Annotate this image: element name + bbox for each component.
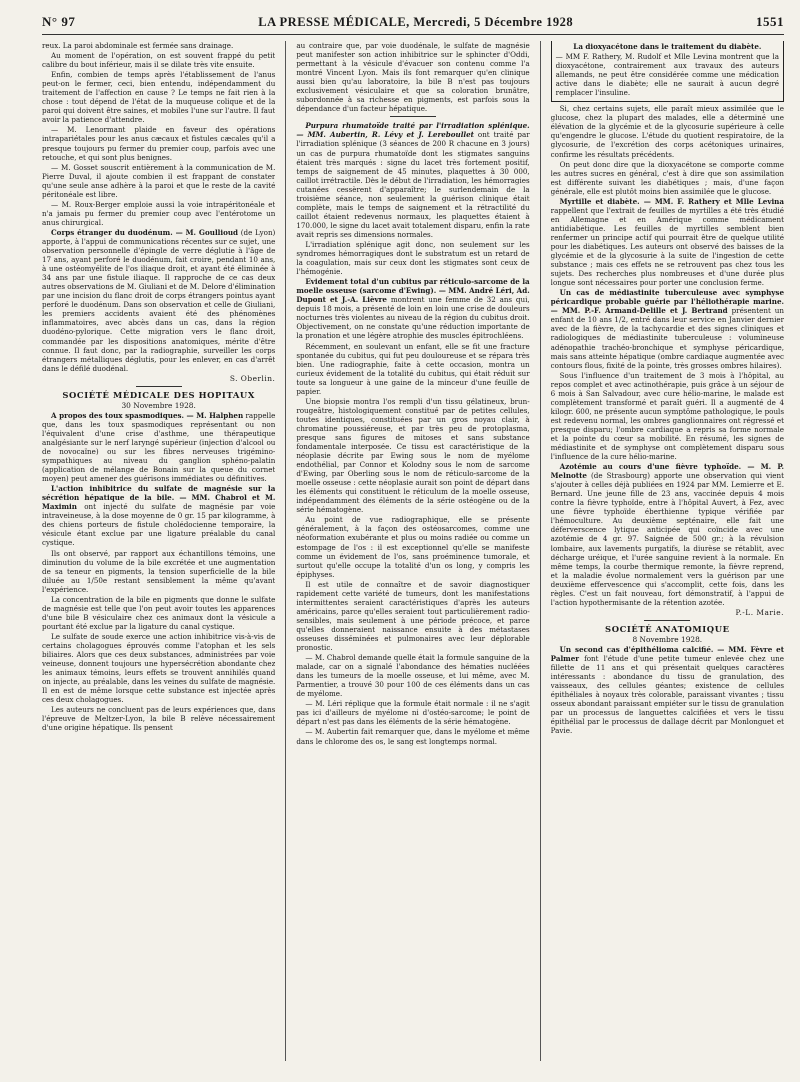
- article-title: La dioxyacétone dans le traitement du diabète.: [573, 42, 762, 51]
- paragraph: Récemment, en soulevant un enfant, elle se fit une fracture spontanée du cubitus, qui fut peu douloureuse et se répara très bien. Une radiographie, faite à cette occasion, montra un curieux évidement de la totalité du cubitus, qui était réduit sur toute sa longueur à une gaine de la minceur d'une feuille de papier.: [296, 341, 530, 396]
- signature: S. Oberlin.: [229, 373, 276, 383]
- paragraph: [296, 121, 529, 239]
- paragraph: Les auteurs ne concluent pas de leurs expériences que, dans l'épreuve de Meltzer-Lyon, la bile B relève nécessairement d'une origine hépatique. Ils pensent: [42, 705, 276, 733]
- paragraph: [551, 197, 784, 287]
- paragraph: L'irradiation splénique agit donc, non seulement sur les syndromes hémorragiques dont le substratum est un retard de la coagulation, mais sur ceux dont les stigmates sont ceux de l'hémogénie.: [296, 239, 530, 277]
- columns: [42, 41, 784, 1061]
- paragraph: [42, 411, 275, 483]
- paragraph: [42, 228, 275, 373]
- article-body: rappellent que l'extrait de feuilles de myrtilles a été très étudié en Allemagne et en Amérique comme médicament antidiabétique. Les feuilles de myrtilles semblent bien renfermer un principe actif qui pourrait être de quelque utilité pour les diabétiques. Les auteurs ont observé des baisses de la glycémie et de la glycosurie à la suite de l'ingestion de cette substance ; mais ces effets ne se retrouvent pas chez tous les sujets. Des recherches plus nombreuses et d'une durée plus longue sont nécessaires pour porter une conclusion ferme.: [550, 205, 784, 288]
- article-title: Azotémie au cours d'une fièvre typhoïde. — M. P. Melnotte: [550, 462, 784, 481]
- paragraph: Le sulfate de soude exerce une action inhibitrice vis-à-vis de certains cholagogues éprouvés comme l'atophan et les sels biliaires. Alors que ces deux substances, administrées par voie veineuse, donnent toujours une hypersécrétion abondante chez les animaux témoins, leurs effets se trouvent annihilés quand on injecte, au préalable, dans les veines du sulfate de magnésie. Il en est de même lorsque cette substance est injectée après ces deux cholagogues.: [42, 631, 276, 705]
- article-title: Myrtille et diabète. — MM. F. Rathery et Mlle Levina: [559, 196, 784, 206]
- paragraph: — M. Aubertin fait remarquer que, dans le myélome et même dans le chlorome des os, le sang est longtemps normal.: [296, 727, 530, 746]
- article-title: Corps étranger du duodénum. — M. Goullioud: [51, 227, 239, 237]
- paragraph: reux. La paroi abdominale est fermée sans drainage.: [42, 41, 234, 50]
- article-title: Purpura rhumatoïde traité par l'irradiation splénique. — MM. Aubertin, R. Lévy et J. Lereboullet: [296, 121, 530, 140]
- section-title: SOCIÉTÉ ANATOMIQUE: [605, 623, 730, 634]
- divider: [644, 620, 690, 621]
- column-separator: [285, 41, 286, 1061]
- signature: P.-L. Marie.: [735, 607, 784, 617]
- article-body: présentent un enfant de 10 ans 1/2, entré dans leur service en Janvier dernier avec de la fièvre, de la tachycardie et des signes cliniques et radiologiques de médiastinite tuberculeuse : volumineuse adénopathie trachéo-bronchique et symphyse péricardique, mais sans atteinte hépatique (ombre cardiaque augmentée avec contours flous, fixité de la pointe, très grosses ombres hilaires).: [550, 306, 784, 370]
- paragraph: La concentration de la bile en pigments que donne le sulfate de magnésie est telle que l'on peut avoir toutes les apparences d'une bile B vésiculaire chez ces animaux dont la vésicule a pourtant été exclue par la ligature du canal cystique.: [42, 594, 276, 631]
- page-number: 1551: [756, 14, 784, 29]
- article-title: L'action inhibitrice du sulfate de magnésie sur la sécrétion hépatique de la bile. — MM. Chabrol et M. Maximin: [42, 484, 276, 512]
- article-body: ont traité par l'irradiation splénique (3 séances de 200 R chacune en 3 jours) un cas de purpura rhumatoïde dont les stigmates sanguins étaient très marqués : signe du lacet très fortement positif, temps de saignement de 45 minutes, plaquettes à 30 000, caillot irrétractile. Dès le début de l'irradiation, les hémorragies cutanées cessèrent d'apparaître; le surlendemain de la troisième séance, non seulement la guérison clinique était complète, mais le temps de saignement et la rétractilité du caillot étaient redevenus normaux, les plaquettes étaient à 170.000, le signe du lacet avait totalement disparu, enfin la rate avait repris ses dimensions normales.: [296, 130, 530, 239]
- article-title: Evidement total d'un cubitus par réticulo-sarcome de la moelle osseuse (sarcome d'Ewing). — MM. André Léri, Ad. Dupont et J.-A. Lièvre: [296, 277, 530, 305]
- paragraph: [551, 462, 784, 607]
- framed-article: [551, 41, 784, 102]
- paragraph: — M. Gosset souscrit entièrement à la communication de M. Pierre Duval, il ajoute combien il est frappant de constater qu'une seule anse adhère à la paroi et que le reste de la cavité péritonéale est libre.: [42, 162, 276, 199]
- paragraph: Si, chez certains sujets, elle paraît mieux assimilée que le glucose, chez la plupart des malades, elle a déterminé une élévation de la glycémie et de la glycosurie supérieure à celle qu'engendre le glucose. L'étude du quotient respiratoire, de la glycosurie, de l'excrétion des corps acétoniques urinaires, confirme les résultats précédents.: [550, 104, 784, 159]
- article-body: rappelle que, dans les toux spasmodiques représentant ou non l'équivalent d'une crise d'asthme, une thérapeutique analgésiante sur le nerf laryngé supérieur (injection d'alcool ou de novocaïne) ou sur les fibres nerveuses trigémino-sympathiques au niveau du ganglion sphéno-palatin (application de mélange de Bonain sur la queue du cornet moyen) peut amener des guérisons immédiates ou définitives.: [42, 410, 276, 484]
- paragraph: — M. Chabrol demande quelle était la formule sanguine de la malade, car on a signalé l'abondance des hématies nucléées dans les tumeurs de la moelle osseuse, et lui même, avec M. Parmentier, a trouvé 30 pour 100 de ces éléments dans un cas de myélome.: [296, 653, 530, 699]
- article-title: A propos des toux spasmodiques. — M. Halphen: [51, 410, 244, 420]
- issue-number: N° 97: [42, 14, 76, 29]
- section-date: 30 Novembre 1928.: [121, 400, 196, 410]
- column-2: [296, 41, 529, 1061]
- article-body: font l'étude d'une petite tumeur enlevée chez une fillette de 11 ans et qui présentait quelques caractères intéressants : abondance du tissu de granulation, des vaisseaux, des cellules géantes; existence de cellules épithéliales à noyaux très colorable, paraissant vivantes ; tissu osseux abondant paraissant empiéter sur le tissu de granulation par un processus de languettes calcifiées et vers le tissu épithélial par le processus de dallage décrit par Monlonguet et Pavie.: [550, 654, 784, 736]
- paragraph: On peut donc dire que la dioxyacétone se comporte comme les autres sucres en général, c'est à dire que son assimilation est différente suivant les diabétiques ; mais, d'une façon générale, elle est plutôt moins bien assimilée que le glucose.: [550, 159, 784, 196]
- paragraph: Une biopsie montra l'os rempli d'un tissu gélatineux, brun-rougeâtre, histologiquement constitué par de petites cellules, toutes identiques, constituées par un gros noyau clair, à chromatine poussiéreuse, et par très peu de protoplasma, presque sans figures de mitoses et sans substance fondamentale interposée. Ce tissu est caractéristique de la néoplasie décrite par Ewing sous le nom de myélome endothélial, par Connor et Kolodny sous le nom de sarcome d'Ewing, par Oberling sous le nom de réticulo-sarcome de la moelle osseuse : cette néoplasie aurait son point de départ dans les éléments qui constituent le réticulum de la moelle osseuse, indépendamment des éléments de la série ostéogène ou de la série hématogène.: [296, 396, 530, 515]
- divider: [136, 386, 182, 387]
- section-title: SOCIÉTÉ MÉDICALE DES HOPITAUX: [62, 389, 255, 400]
- article-title: Un cas de médiastinite tuberculeuse avec symphyse péricardique probable guérie par l'héliothérapie marine. — MM. P.-F. Armand-Delille et J. Bertrand: [550, 288, 784, 316]
- divider: [390, 116, 436, 117]
- paragraph: Sous l'influence d'un traitement de 3 mois à l'hôpital, au repos complet et avec actinothérapie, puis grâce à un séjour de 6 mois à San Salvadour, avec cure hélio-marine, le malade est complètement transformé et paraît guéri. Il a augmenté de 4 kilogr. 600, ne présente aucun symptôme pathologique, le pouls est redevenu normal, les ombres ganglionnaires ont régressé et presque disparu; l'ombre cardiaque a repris sa forme normale et la pointe du cœur sa mobilité. En résumé, les signes de médiastinite et de symphyse ont complètement disparu sous l'influence de la cure hélio-marine.: [550, 370, 784, 462]
- article-body: — MM F. Rathery, M. Rudolf et Mlle Levina montrent que la dioxyacétone, contrairement aux travaux des auteurs allemands, ne peut être considérée comme une médication active dans le diabète; elle ne saurait à aucun degré remplacer l'insuline.: [555, 52, 779, 98]
- article-title: Un second cas d'épithélioma calcifié. — MM. Fèvre et Palmer: [550, 645, 784, 664]
- paragraph: Enfin, combien de temps après l'établissement de l'anus peut-on le fermer, ceci, bien entendu, indépendamment du traitement de l'affection en cause ? Le temps ne fait rien à la chose : tout dépend de l'état de la muqueuse colique et de la paroi qui doivent être saines, et mobiles l'une sur l'autre. Il faut avoir la patience d'attendre.: [42, 70, 276, 125]
- paragraph: Au moment de l'opération, on est souvent frappé du petit calibre du bout inférieur, mais il se dilate très vite ensuite.: [42, 51, 276, 70]
- paragraph: Il est utile de connaître et de savoir diagnostiquer rapidement cette variété de tumeurs, dont les manifestations intermittentes seraient caractéristiques d'après les auteurs américains, parce qu'elles seraient tout particulièrement radio-sensibles, mais seulement à une période précoce, et parce qu'elles donneraient naissance ensuite à des métastases osseuses disséminées et pulmonaires avec leur déplorable pronostic.: [296, 579, 530, 653]
- paragraph: Au point de vue radiographique, elle se présente généralement, à la façon des ostéosarcomes, comme une néoformation exubérante et plus ou moins radiée ou comme un estompage de l'os : il est exceptionnel qu'elle se manifeste comme un évidement de l'os, sans proéminence tumorale, et surtout qu'elle occupe la totalité d'un os long, y compris les épiphyses.: [296, 515, 530, 579]
- article-body: ont injecté du sulfate de magnésie par voie intraveineuse, à la dose moyenne de 0 gr. 15 par kilogramme, à des chiens porteurs de fistule cholédocienne temporaire, la vésicule étant exclue par une ligature préalable du canal cystique.: [42, 502, 276, 548]
- paragraph: au contraire que, par voie duodénale, le sulfate de magnésie peut manifester son action inhibitrice sur le sphincter d'Oddi, permettant à la vésicule d'évacuer son contenu comme l'a montré Vincent Lyon. Mais ils font remarquer qu'en clinique aussi bien qu'au laboratoire, la bile B n'est pas toujours exclusivement vésiculaire et que sa coloration brunâtre, subordonnée à sa richesse en pigments, est parfois sous la dépendance d'un facteur hépatique.: [296, 41, 530, 114]
- article-body: (de Strasbourg) apporte une observation qui vient s'ajouter à celles déjà publiées en 1924 par MM. Lemierre et E. Bernard. Une jeune fille de 23 ans, vaccinée depuis 4 mois contre la fièvre typhoïde, entre à l'hôpital Auvert, à Fez, avec une fièvre typhoïde éberthienne typique vérifiée par l'hémoculture. Au deuxième septénaire, elle fait une déferverscence lytique anticipée qui coïncide avec une azotémie de 4 gr. 97. Saignée de 500 gr.; à la révulsion lombaire, aux lavements purgatifs, la diurèse se rétablit, avec décharge uréique, et l'urée sanguine revient à la normale. En même temps, la courbe thermique remonte, la fièvre reprend, et la maladie évolue normalement vers la guérison par une deuxième effervescence qui s'accomplit, cette fois, dans les règles. C'est un fait nouveau, fort démonstratif, à l'appui de l'action hypothermisante de la rétention azotée.: [550, 471, 784, 607]
- column-3: [551, 41, 784, 1061]
- column-separator: [540, 41, 541, 1061]
- paragraph: — M. Roux-Berger emploie aussi la voie intrapéritonéale et n'a jamais pu fermer du premier coup avec l'entérotome un anus chirurgical.: [42, 199, 276, 227]
- article-body: montrent une femme de 32 ans qui, depuis 18 mois, a présenté de loin en loin une crise de douleurs nocturnes très violentes au niveau de la région du cubitus droit. Objectivement, on ne constate qu'une réduction importante de la pronation et une légère atrophie des muscles épitrochléens.: [296, 295, 530, 341]
- paragraph: — M. Léri réplique que la formule était normale : il ne s'agit pas ici d'ailleurs de myélome ni d'ostéo-sarcome; le point de départ n'est pas dans les éléments de la série hématogène.: [296, 699, 530, 727]
- paragraph: [296, 277, 529, 340]
- running-head: [42, 14, 784, 35]
- journal-title: LA PRESSE MÉDICALE, Mercredi, 5 Décembre 1928: [258, 15, 574, 29]
- column-1: [42, 41, 275, 1061]
- paragraph: [551, 288, 784, 369]
- section-date: 8 Novembre 1928.: [632, 634, 703, 644]
- paragraph: — M. Lenormant plaide en faveur des opérations intrapariétales pour les anus cæcaux et fistules cæcales qu'il a presque toujours pu fermer du premier coup, parfois avec une retouche, et qui sont plus benignes.: [42, 125, 276, 162]
- paragraph: [42, 484, 275, 547]
- paragraph: [551, 645, 784, 735]
- article-body: (de Lyon) apporte, à l'appui de communications récentes sur ce sujet, une observation personnelle d'épingle de verre déglutie à l'âge de 17 ans, ayant perforé le duodénum, fait croire, pendant 10 ans, à une ostéomyélite de l'os iliaque droit, et ayant été éliminée à 34 ans par une fistule iliaque. Il rapproche de ce cas deux autres observations de M. Giuliani et de M. Delore d'élimination par une incision du flanc droit de corps étrangers pointus ayant perforé le duodénum. Dans son observation et celle de Giuliani, les premiers accidents avaient été des phénomènes inflammatoires, avec abcès dans un cas, dans la région duodéno-pylorique. Cette migration vers le flanc droit, commandée par les dispositions anatomiques, mérite d'être connue. Il faut donc, par la radiographie, surveiller les corps étrangers métalliques déglutis, pour les enlever, en cas d'arrêt dans le défilé duodénal.: [42, 227, 276, 373]
- paragraph: Ils ont observé, par rapport aux échantillons témoins, une diminution du volume de la bile excrétée et une augmentation de sa teneur en pigments, la tension superficielle de la bile diluée au 1/50e restant sensiblement la même qu'avant l'expérience.: [42, 548, 276, 594]
